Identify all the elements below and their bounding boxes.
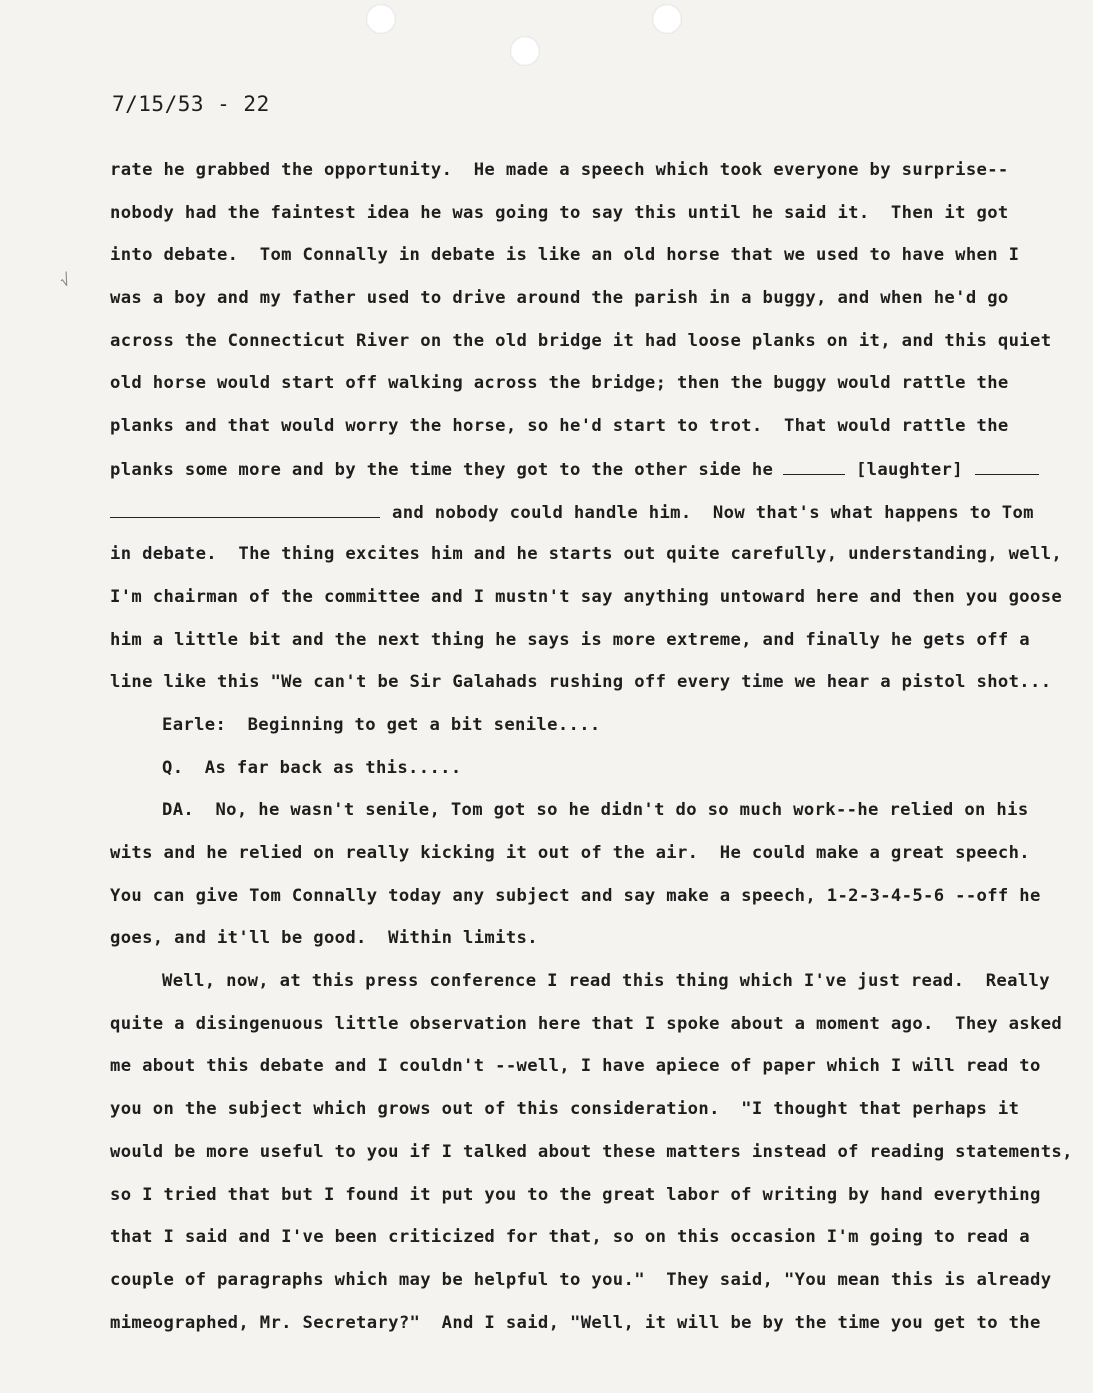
text-line: in debate. The thing excites him and he starts out quite carefully, understanding, well, (110, 544, 1063, 565)
transcript-body (110, 155, 1073, 1350)
blank-underline (783, 454, 845, 475)
speaker-line-da: DA. No, he wasn't senile, Tom got so he didn't do so much work--he relied on his (162, 800, 1029, 821)
text-line: mimeographed, Mr. Secretary?" And I said, "Well, it will be by the time you get to the (110, 1312, 1041, 1333)
punch-hole (652, 4, 682, 34)
text-line: line like this "We can't be Sir Galahads rushing off every time we hear a pistol shot... (110, 672, 1052, 693)
text-line: wits and he relied on really kicking it out of the air. He could make a great speech. (110, 843, 1031, 863)
text-line: rate he grabbed the opportunity. He made a speech which took everyone by surprise-- (110, 160, 1009, 180)
blank-underline (975, 454, 1039, 475)
text-line: quite a disingenuous little observation here that I spoke about a moment ago. They asked (110, 1013, 1063, 1034)
text-line: that I said and I've been criticized for that, so on this occasion I'm going to read a (110, 1227, 1031, 1248)
blank-underline (110, 497, 380, 518)
check-mark-icon: √ (57, 269, 73, 291)
text-line: was a boy and my father used to drive around the parish in a buggy, and when he'd go (110, 288, 1009, 309)
text-line: so I tried that but I found it put you to the great labor of writing by hand everything (110, 1184, 1041, 1205)
text-line: couple of paragraphs which may be helpful to you." They said, "You mean this is already (110, 1269, 1052, 1290)
line-text: and nobody could handle him. Now that's what happens to Tom (392, 502, 1034, 523)
text-line: you on the subject which grows out of this consideration. "I thought that perhaps it (110, 1099, 1020, 1120)
punch-hole (366, 4, 396, 34)
text-line: old horse would start off walking across the bridge; then the buggy would rattle the (110, 373, 1009, 394)
text-line: nobody had the faintest idea he was going to say this until he said it. Then it got (110, 202, 1009, 223)
text-line: goes, and it'll be good. Within limits. (110, 928, 538, 949)
line-text: planks some more and by the time they got to the other side he (110, 459, 774, 480)
punch-hole (510, 36, 540, 66)
text-line: I'm chairman of the committee and I mustn't say anything untoward here and then you goose (110, 586, 1063, 607)
paragraph-start: Well, now, at this press conference I read this thing which I've just read. Really (162, 971, 1050, 992)
text-line: planks and that would worry the horse, so he'd start to trot. That would rattle the (110, 416, 1009, 437)
page-header: 7/15/53 - 22 (112, 92, 270, 116)
text-line: would be more useful to you if I talked about these matters instead of reading statements, (110, 1141, 1073, 1162)
text-line: me about this debate and I couldn't --well, I have apiece of paper which I will read to (110, 1056, 1041, 1077)
text-line: You can give Tom Connally today any subject and say make a speech, 1-2-3-4-5-6 --off he (110, 885, 1041, 906)
text-line-with-blank (110, 454, 1055, 497)
text-line-with-blank (110, 497, 1055, 540)
laughter-annotation: [laughter] (855, 459, 963, 480)
speaker-line-earle: Earle: Beginning to get a bit senile.... (162, 714, 601, 735)
text-line: into debate. Tom Connally in debate is like an old horse that we used to have when I (110, 245, 1020, 266)
speaker-line-q: Q. As far back as this..... (162, 757, 462, 778)
text-line: him a little bit and the next thing he says is more extreme, and finally he gets off a (110, 629, 1031, 650)
text-line: across the Connecticut River on the old bridge it had loose planks on it, and this quiet (110, 330, 1052, 351)
